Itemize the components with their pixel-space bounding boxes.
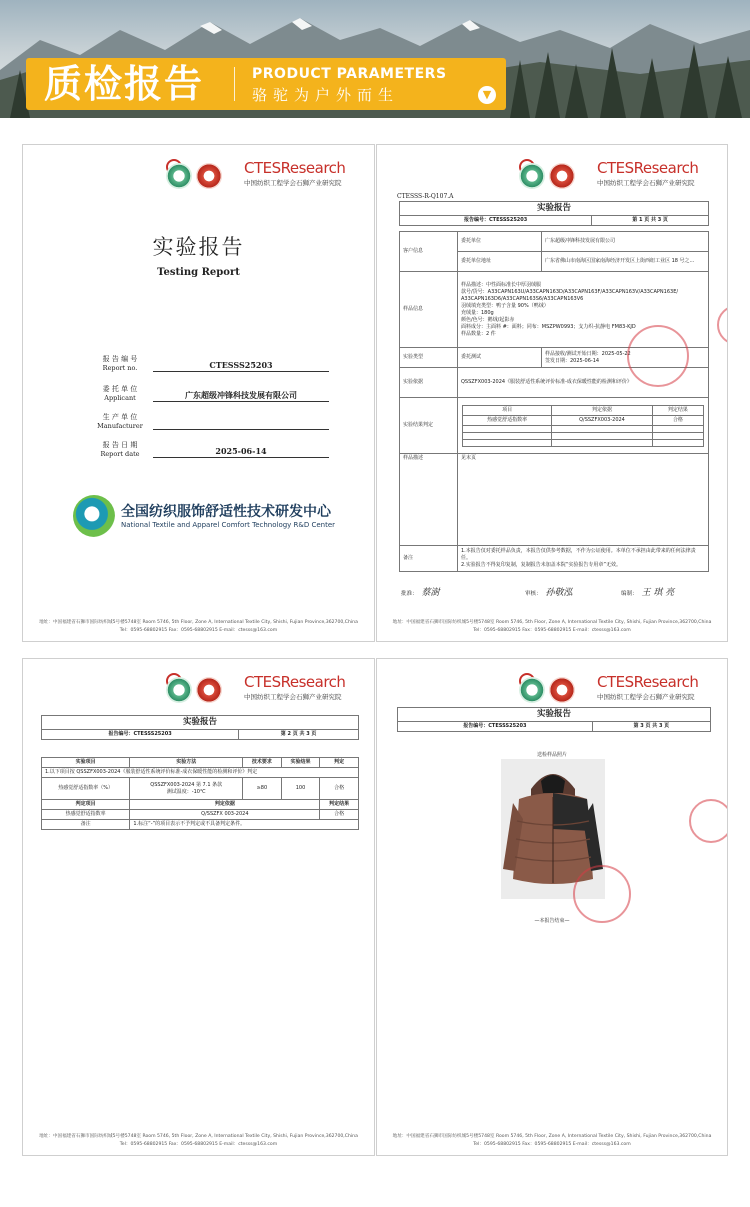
cell-label: 客户信息	[400, 232, 458, 272]
research-seal-logo-icon	[196, 677, 222, 703]
textile-society-logo-icon	[519, 677, 545, 703]
cell-label: 实验依据	[400, 368, 458, 398]
note-line: 1.本报告仅对委托样品负责，本报告仅供参考数据，不作为公证使用。本单位不承担由此带来的任何法律责任。	[461, 548, 696, 561]
column-header: 实验方法	[130, 758, 243, 768]
result-header: 判定依据	[552, 405, 652, 415]
header-banner	[0, 0, 750, 118]
red-seal-stamp	[689, 799, 728, 843]
page-footer	[377, 1133, 727, 1149]
result-item: 热感觉舒适指数率	[463, 415, 552, 425]
cell-label: 样品信息	[400, 272, 458, 348]
receive-date: 样品接收/测试开始日期：2025-05-22	[545, 350, 631, 357]
cell-key: 委托单位	[458, 232, 542, 252]
result-header: 项目	[463, 405, 552, 415]
field-label: 委 托 单 位	[102, 385, 138, 393]
field-value: 广东超级冲锋科技发展有限公司	[153, 389, 329, 402]
report-number: 报告编号：CTESSS25203	[42, 730, 239, 740]
issue-date: 签发日期：2025-06-14	[545, 357, 600, 364]
column-header: 判定	[320, 758, 359, 768]
test-requirement: ≥80	[243, 778, 282, 800]
brand-name: CTESResearch	[244, 159, 346, 177]
research-seal-logo-icon	[549, 677, 575, 703]
sample-line: 颜色/色号：鹅绒/起影赤	[461, 316, 515, 323]
report-header-table	[399, 201, 709, 226]
report-page-3	[376, 658, 728, 1156]
test-condition: 测试温度：-10℃	[166, 788, 206, 795]
cell-label: 样品描述	[400, 454, 458, 546]
red-seal-stamp	[627, 325, 689, 387]
footer-address: 地址：中国福建省石狮市国际纺织城5号楼5748室 Room 5746, 5th Floor, Zone A, International Textile City, Shishi, Fujian Province,362700,China	[392, 1134, 712, 1139]
report-title: 实验报告	[42, 716, 359, 730]
research-seal-logo-icon	[196, 163, 222, 189]
brand-sub-cn: 中国纺织工程学会石狮产业研究院	[597, 693, 695, 701]
ctes-logo-group	[166, 673, 356, 707]
field-value: 2025-06-14	[153, 445, 329, 458]
chevron-down-icon: ▼	[478, 86, 496, 104]
textile-society-logo-icon	[166, 163, 192, 189]
document-code: CTESSS-R-Q107.A	[397, 193, 454, 200]
report-page-2	[22, 658, 375, 1156]
cell-key: 委托测试	[458, 348, 542, 368]
method-note: 1.以下项目按 QSSZFX003-2024《服装舒适性系统评价标准-成衣保暖性能的检测和评价》判定	[42, 768, 359, 778]
cell-label: 实验结果判定	[400, 398, 458, 454]
report-header-table	[41, 715, 359, 740]
page-subtitle: Testing Report	[157, 267, 240, 278]
footer-contact: Tel：0595-68802915 Fax：0595-68802915 E-mail：ctesss@163.com	[119, 628, 278, 633]
remark-value: 1.标注“-”的项目表示不予判定或不具备判定条件。	[130, 820, 359, 830]
cell-label: 实验类型	[400, 348, 458, 368]
footer-address: 地址：中国福建省石狮市国际纺织城5号楼5748室 Room 5746, 5th Floor, Zone A, International Textile City, Shishi, Fujian Province,362700,China	[39, 1134, 358, 1139]
cell-label: 备注	[400, 546, 458, 572]
footer-contact: Tel：0595-68802915 Fax：0595-68802915 E-mail：ctesss@163.com	[119, 1142, 278, 1147]
judge-header: 判定依据	[130, 800, 320, 810]
page-title: 实验报告	[152, 235, 245, 259]
cell-value: 广东超级冲锋科技发展有限公司	[542, 232, 709, 252]
judge-item: 热感觉舒适指数率	[42, 810, 130, 820]
report-number: 报告编号：CTESSS25203	[400, 216, 592, 226]
notes	[458, 546, 709, 572]
test-method	[130, 778, 243, 800]
signature-name: 孙敬泓	[545, 588, 573, 598]
judge-header: 判定项目	[42, 800, 130, 810]
signature-approver	[401, 585, 440, 598]
signature-name: 蔡澍	[421, 588, 440, 598]
sample-line: 羽绒填充类型：鸭子含量 90%（鸭绒）	[461, 302, 549, 309]
report-header-table	[397, 707, 711, 732]
column-header: 实验结果	[281, 758, 320, 768]
test-result: 100	[281, 778, 320, 800]
field-manufacturer	[93, 413, 329, 435]
banner-title-en: PRODUCT PARAMETERS	[252, 66, 447, 82]
title-plate	[26, 58, 506, 110]
page-number: 第 2 页 共 3 页	[239, 730, 359, 740]
banner-title: 质检报告	[44, 62, 205, 106]
report-page-cover	[22, 144, 375, 642]
page-footer	[23, 1133, 374, 1149]
brand-name: CTESResearch	[244, 673, 346, 691]
sample-line: A33CAPN163D6/A33CAPN163S6/A33CAPN163V6	[461, 295, 584, 302]
sample-line: 款号/货号：A33CAPN163U/A33CAPN163D/A33CAPN163F/A33CAPN163V/A33CAPN163E/	[461, 288, 679, 295]
field-label-en: Report date	[100, 450, 140, 458]
sample-line: 样品描述：中性面标准长中厚羽绒服	[461, 281, 542, 288]
column-header: 实验项目	[42, 758, 130, 768]
test-method-clause: QSSZFX003-2024 第 7.1 条款	[150, 781, 223, 788]
brand-sub-cn: 中国纺织工程学会石狮产业研究院	[244, 693, 342, 701]
cell-key: 委托单位地址	[458, 252, 542, 272]
textile-society-logo-icon	[519, 163, 545, 189]
footer-contact: Tel：0595-68802915 Fax：0595-68802915 E-mail：ctesss@163.com	[473, 628, 631, 633]
rd-center-name: 全国纺织服饰舒适性技术研发中心	[121, 504, 331, 520]
test-verdict: 合格	[320, 778, 359, 800]
footer-address: 地址：中国福建省石狮市国际纺织城5号楼5748室 Room 5746, 5th Floor, Zone A, International Textile City, Shishi, Fujian Province,362700,China	[39, 620, 358, 625]
test-item: 热感觉舒适指数率（%）	[42, 778, 130, 800]
field-label-en: Manufacturer	[97, 422, 143, 430]
cell-value: 广东省佛山市南海区国家南海经济开发区上街西纽工业区 18 号之...	[542, 252, 709, 272]
result-cell	[458, 398, 709, 454]
rd-center-name-en: National Textile and Apparel Comfort Technology R&D Center	[121, 521, 336, 529]
column-header: 技术要求	[243, 758, 282, 768]
remark-label: 备注	[42, 820, 130, 830]
result-basis: Q/SSZFX003-2024	[552, 415, 652, 425]
footer-contact: Tel：0595-68802915 Fax：0595-68802915 E-mail：ctesss@163.com	[473, 1142, 631, 1147]
textile-society-logo-icon	[166, 677, 192, 703]
title-divider	[234, 67, 235, 101]
report-number: 报告编号：CTESSS25203	[398, 722, 593, 732]
report-page-1	[376, 144, 728, 642]
photo-caption: 送检样品照片	[536, 752, 567, 758]
ctes-logo-group	[519, 159, 709, 193]
cell-value: 见末页	[458, 454, 709, 546]
report-title: 实验报告	[398, 708, 711, 722]
ctes-logo-group	[519, 673, 709, 707]
brand-name: CTESResearch	[597, 673, 699, 691]
sample-line: 充绒量：180g	[461, 309, 494, 316]
judge-header: 判定结果	[320, 800, 359, 810]
brand-sub-cn: 中国纺织工程学会石狮产业研究院	[244, 179, 342, 187]
signature-role: 编制：	[621, 591, 638, 597]
field-label: 报 告 日 期	[102, 441, 138, 449]
ctes-logo-group	[166, 159, 356, 193]
field-applicant	[93, 385, 329, 407]
signature-role: 批准：	[401, 591, 418, 597]
signature-reviewer	[525, 585, 573, 598]
field-label: 生 产 单 位	[102, 413, 138, 421]
cell-value: QSSZFX003-2024《服装舒适性系统评价标准-成衣保暖性能的检测和评价》	[458, 368, 709, 398]
rd-center-emblem-icon	[73, 495, 115, 537]
note-line: 2.实验报告不得复印复制，复制报告未加盖本院“实验报告专用章”无效。	[461, 562, 621, 568]
banner-slogan: 骆驼为户外而生	[252, 86, 400, 104]
sample-line: 面料成分：主面料 #：面料；同布：MSZPW0993；支力织-抗静电 FM83-KJD	[461, 323, 636, 330]
brand-sub-cn: 中国纺织工程学会石狮产业研究院	[597, 179, 695, 187]
field-label-en: Applicant	[104, 394, 136, 402]
footer-address: 地址：中国福建省石狮市国际纺织城5号楼5748室 Room 5746, 5th Floor, Zone A, International Textile City, Shishi, Fujian Province,362700,China	[392, 620, 712, 625]
report-end-text: —本报告结束—	[534, 918, 570, 924]
field-value: CTESSS25203	[153, 359, 329, 372]
field-label: 报 告 编 号	[102, 355, 138, 363]
red-seal-stamp	[717, 305, 728, 345]
field-report-no	[93, 355, 329, 377]
signature-compiler	[621, 585, 674, 598]
result-subtable	[462, 405, 704, 447]
page-footer	[377, 619, 727, 635]
result-header: 判定结果	[652, 405, 703, 415]
field-value	[153, 417, 329, 430]
signature-role: 审核：	[525, 591, 542, 597]
field-label-en: Report no.	[102, 364, 138, 372]
sample-line: 样品数量：2 件	[461, 330, 496, 337]
report-detail-table	[399, 231, 709, 572]
judge-result: 合格	[320, 810, 359, 820]
rd-center-logo	[73, 495, 336, 541]
page-number: 第 1 页 共 3 页	[592, 216, 709, 226]
page-footer	[23, 619, 374, 635]
report-title: 实验报告	[400, 202, 709, 216]
judge-basis: Q/SSZFX 003-2024	[130, 810, 320, 820]
signature-name: 王 琪 亮	[641, 588, 675, 598]
brand-name: CTESResearch	[597, 159, 699, 177]
research-seal-logo-icon	[549, 163, 575, 189]
test-result-table	[41, 757, 359, 830]
field-report-date	[93, 441, 329, 463]
page-number: 第 3 页 共 3 页	[592, 722, 710, 732]
result-conclusion: 合格	[652, 415, 703, 425]
red-seal-stamp	[573, 865, 631, 923]
